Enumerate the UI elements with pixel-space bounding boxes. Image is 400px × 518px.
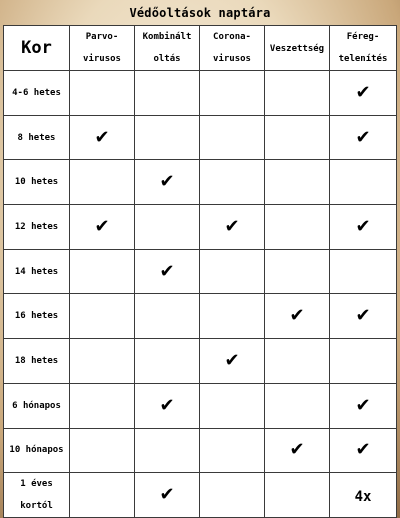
header-parvo — [70, 26, 135, 71]
checkmark-icon: ✔ — [355, 305, 371, 327]
rabies-cell — [265, 339, 330, 384]
age-label: 6 hónapos — [12, 400, 61, 411]
age-label: 14 hetes — [14, 266, 59, 277]
age-cell — [4, 473, 70, 518]
combined-cell — [135, 160, 200, 205]
parvo-cell — [70, 383, 135, 428]
combined-cell — [135, 428, 200, 473]
table-row — [4, 473, 397, 518]
table-row — [4, 205, 397, 250]
header-deworm — [330, 26, 397, 71]
age-cell — [4, 249, 70, 294]
checkmark-icon: ✔ — [159, 394, 175, 416]
table-row — [4, 249, 397, 294]
deworm-cell — [330, 249, 397, 294]
parvo-cell — [70, 339, 135, 384]
header-rabies — [265, 26, 330, 71]
deworm-cell — [330, 160, 397, 205]
deworm-cell — [330, 473, 397, 518]
combined-cell — [135, 115, 200, 160]
checkmark-icon: ✔ — [224, 349, 240, 371]
deworm-cell — [330, 428, 397, 473]
parvo-cell — [70, 115, 135, 160]
age-label: 12 hetes — [14, 221, 59, 232]
header-rabies-label: Veszettség — [269, 44, 325, 54]
combined-cell — [135, 71, 200, 116]
deworm-cell — [330, 205, 397, 250]
corona-cell — [200, 115, 265, 160]
checkmark-icon: ✔ — [355, 81, 371, 103]
rabies-cell — [265, 249, 330, 294]
age-label: 16 hetes — [14, 311, 59, 322]
header-combined — [135, 26, 200, 71]
checkmark-icon: ✔ — [159, 484, 175, 506]
corona-cell — [200, 205, 265, 250]
corona-cell — [200, 71, 265, 116]
rabies-cell — [265, 294, 330, 339]
header-deworm-label: Féreg- telenítés — [338, 32, 388, 64]
table-row — [4, 428, 397, 473]
corona-cell — [200, 428, 265, 473]
parvo-cell — [70, 71, 135, 116]
table-row — [4, 115, 397, 160]
checkmark-icon: ✔ — [159, 171, 175, 193]
header-row — [4, 26, 397, 71]
rabies-cell — [265, 473, 330, 518]
checkmark-icon: ✔ — [289, 305, 305, 327]
corona-cell — [200, 294, 265, 339]
deworm-count: 4x — [354, 488, 372, 505]
age-label: 10 hetes — [14, 177, 59, 188]
deworm-cell — [330, 71, 397, 116]
rabies-cell — [265, 71, 330, 116]
rabies-cell — [265, 428, 330, 473]
age-label: 4-6 hetes — [12, 87, 61, 98]
page-title: Védőoltások naptára — [129, 6, 271, 20]
table-row — [4, 339, 397, 384]
deworm-cell — [330, 294, 397, 339]
rabies-cell — [265, 115, 330, 160]
age-cell — [4, 294, 70, 339]
deworm-cell — [330, 383, 397, 428]
checkmark-icon: ✔ — [289, 439, 305, 461]
header-combined-label: Kombinált oltás — [142, 32, 192, 64]
checkmark-icon: ✔ — [94, 126, 110, 148]
age-cell — [4, 115, 70, 160]
combined-cell — [135, 383, 200, 428]
corona-cell — [200, 249, 265, 294]
deworm-cell — [330, 339, 397, 384]
age-cell — [4, 339, 70, 384]
rabies-cell — [265, 205, 330, 250]
combined-cell — [135, 205, 200, 250]
age-label: 1 éves kortól — [20, 479, 53, 512]
checkmark-icon: ✔ — [159, 260, 175, 282]
age-cell — [4, 160, 70, 205]
table-row — [4, 294, 397, 339]
checkmark-icon: ✔ — [94, 215, 110, 237]
age-cell — [4, 383, 70, 428]
header-corona-label: Corona- virusos — [213, 32, 251, 64]
combined-cell — [135, 249, 200, 294]
parvo-cell — [70, 160, 135, 205]
combined-cell — [135, 339, 200, 384]
header-corona — [200, 26, 265, 71]
rabies-cell — [265, 160, 330, 205]
corona-cell — [200, 383, 265, 428]
combined-cell — [135, 294, 200, 339]
age-label: 8 hetes — [17, 132, 56, 143]
parvo-cell — [70, 294, 135, 339]
corona-cell — [200, 473, 265, 518]
age-cell — [4, 428, 70, 473]
header-parvo-label: Parvo- virusos — [83, 32, 121, 64]
parvo-cell — [70, 205, 135, 250]
checkmark-icon: ✔ — [355, 439, 371, 461]
deworm-cell — [330, 115, 397, 160]
rabies-cell — [265, 383, 330, 428]
table-row — [4, 71, 397, 116]
vaccination-schedule-table — [3, 25, 397, 518]
parvo-cell — [70, 249, 135, 294]
corona-cell — [200, 160, 265, 205]
table-row — [4, 160, 397, 205]
age-label: 10 hónapos — [9, 445, 64, 456]
combined-cell — [135, 473, 200, 518]
parvo-cell — [70, 473, 135, 518]
checkmark-icon: ✔ — [355, 215, 371, 237]
checkmark-icon: ✔ — [355, 394, 371, 416]
age-cell — [4, 71, 70, 116]
age-label: 18 hetes — [14, 355, 59, 366]
parvo-cell — [70, 428, 135, 473]
checkmark-icon: ✔ — [224, 215, 240, 237]
header-age: Kor — [4, 26, 70, 71]
checkmark-icon: ✔ — [355, 126, 371, 148]
corona-cell — [200, 339, 265, 384]
age-cell — [4, 205, 70, 250]
table-row — [4, 383, 397, 428]
